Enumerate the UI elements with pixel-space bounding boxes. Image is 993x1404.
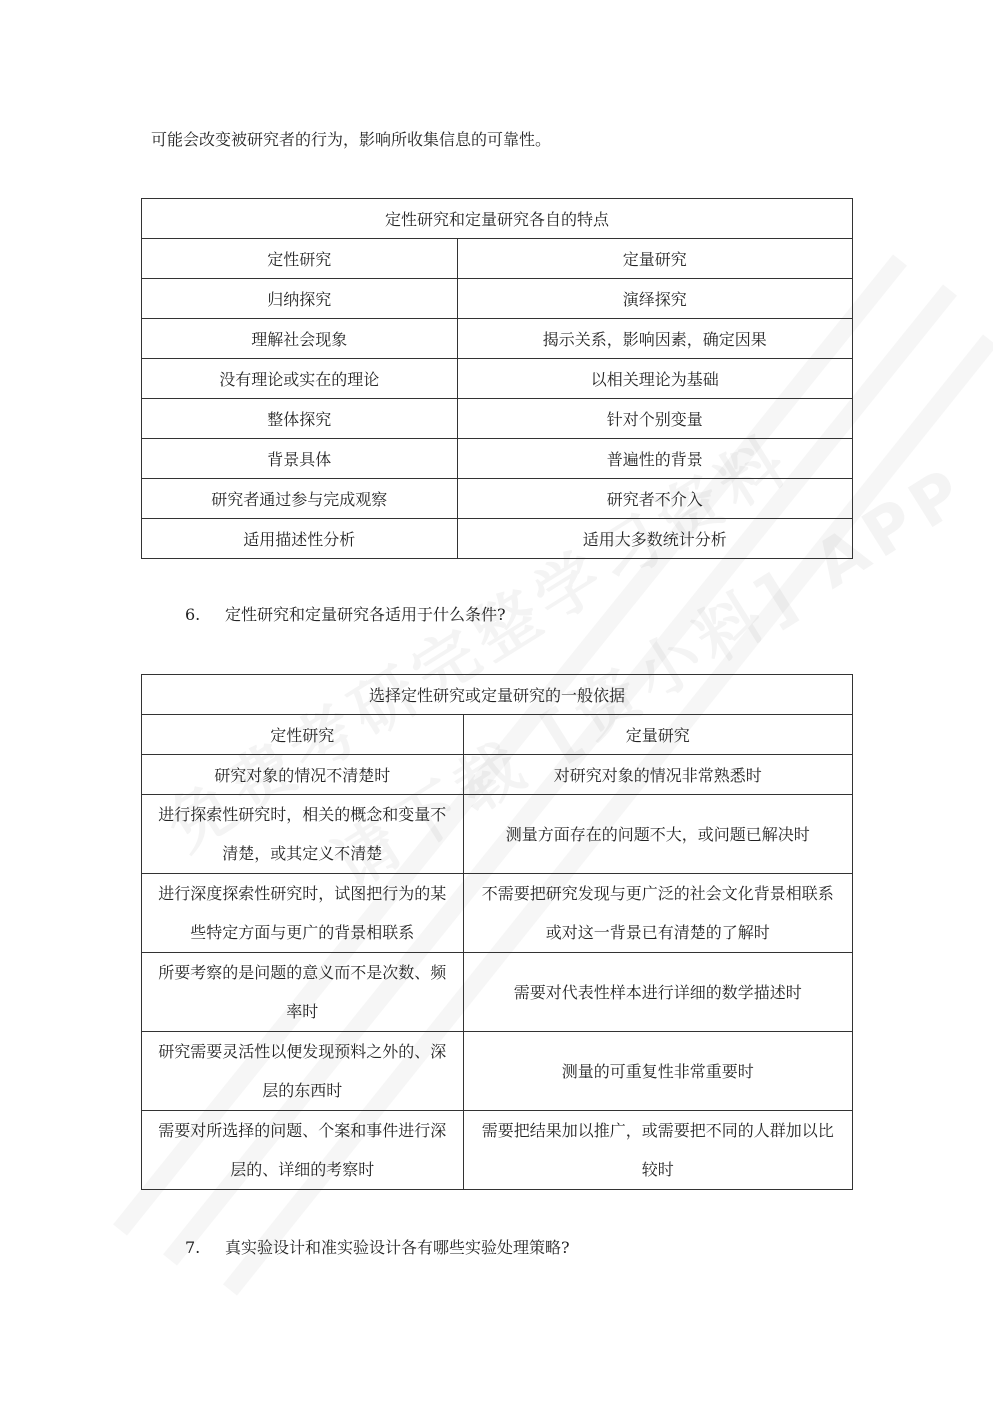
- table-cell: 进行探索性研究时，相关的概念和变量不清楚，或其定义不清楚: [142, 795, 464, 874]
- question-7: [185, 1236, 570, 1260]
- table-row: [142, 874, 853, 953]
- table-cell: 没有理论或实在的理论: [142, 359, 458, 399]
- characteristics-table: [141, 198, 853, 559]
- table-title: 定性研究和定量研究各自的特点: [142, 199, 853, 239]
- table-cell: 进行深度探索性研究时，试图把行为的某些特定方面与更广的背景相联系: [142, 874, 464, 953]
- table-row: [142, 519, 853, 559]
- column-header-quantitative: 定量研究: [463, 715, 852, 755]
- table-cell: 普遍性的背景: [457, 439, 852, 479]
- question-number: 7.: [185, 1238, 201, 1257]
- table-row: [142, 953, 853, 1032]
- table-cell: 研究对象的情况不清楚时: [142, 755, 464, 795]
- table-cell: 研究者不介入: [457, 479, 852, 519]
- table-cell: 背景具体: [142, 439, 458, 479]
- table-cell: 需要对所选择的问题、个案和事件进行深层的、详细的考察时: [142, 1111, 464, 1190]
- table-cell: 测量方面存在的问题不大，或问题已解决时: [463, 795, 852, 874]
- table-row: [142, 319, 853, 359]
- column-header-qualitative: 定性研究: [142, 715, 464, 755]
- table-cell: 研究需要灵活性以便发现预料之外的、深层的东西时: [142, 1032, 464, 1111]
- table-row: [142, 439, 853, 479]
- table-cell: 理解社会现象: [142, 319, 458, 359]
- intro-paragraph: 可能会改变被研究者的行为，影响所收集信息的可靠性。: [151, 130, 552, 149]
- table-cell: 适用描述性分析: [142, 519, 458, 559]
- question-number: 6.: [185, 605, 201, 624]
- table-cell: 演绎探究: [457, 279, 852, 319]
- column-header-quantitative: 定量研究: [457, 239, 852, 279]
- table-cell: 针对个别变量: [457, 399, 852, 439]
- table-row: [142, 279, 853, 319]
- table-cell: 不需要把研究发现与更广泛的社会文化背景相联系或对这一背景已有清楚的了解时: [463, 874, 852, 953]
- table-cell: 以相关理论为基础: [457, 359, 852, 399]
- table-cell: 需要把结果加以推广，或需要把不同的人群加以比较时: [463, 1111, 852, 1190]
- table-row: [142, 359, 853, 399]
- table-cell: 整体探究: [142, 399, 458, 439]
- table-row: [142, 755, 853, 795]
- table-row: [142, 479, 853, 519]
- table-cell: 揭示关系，影响因素，确定因果: [457, 319, 852, 359]
- column-header-qualitative: 定性研究: [142, 239, 458, 279]
- table-cell: 所要考察的是问题的意义而不是次数、频率时: [142, 953, 464, 1032]
- question-text: 定性研究和定量研究各适用于什么条件?: [225, 605, 506, 624]
- table-cell: 归纳探究: [142, 279, 458, 319]
- table-row: [142, 795, 853, 874]
- table-cell: 研究者通过参与完成观察: [142, 479, 458, 519]
- table-cell: 需要对代表性样本进行详细的数学描述时: [463, 953, 852, 1032]
- table-row: [142, 1032, 853, 1111]
- selection-criteria-table: [141, 674, 853, 1190]
- table-title: 选择定性研究或定量研究的一般依据: [142, 675, 853, 715]
- table-row: [142, 1111, 853, 1190]
- question-6: [185, 603, 506, 627]
- table-cell: 对研究对象的情况非常熟悉时: [463, 755, 852, 795]
- table-cell: 测量的可重复性非常重要时: [463, 1032, 852, 1111]
- table-cell: 适用大多数统计分析: [457, 519, 852, 559]
- table-row: [142, 399, 853, 439]
- question-text: 真实验设计和准实验设计各有哪些实验处理策略?: [225, 1238, 570, 1257]
